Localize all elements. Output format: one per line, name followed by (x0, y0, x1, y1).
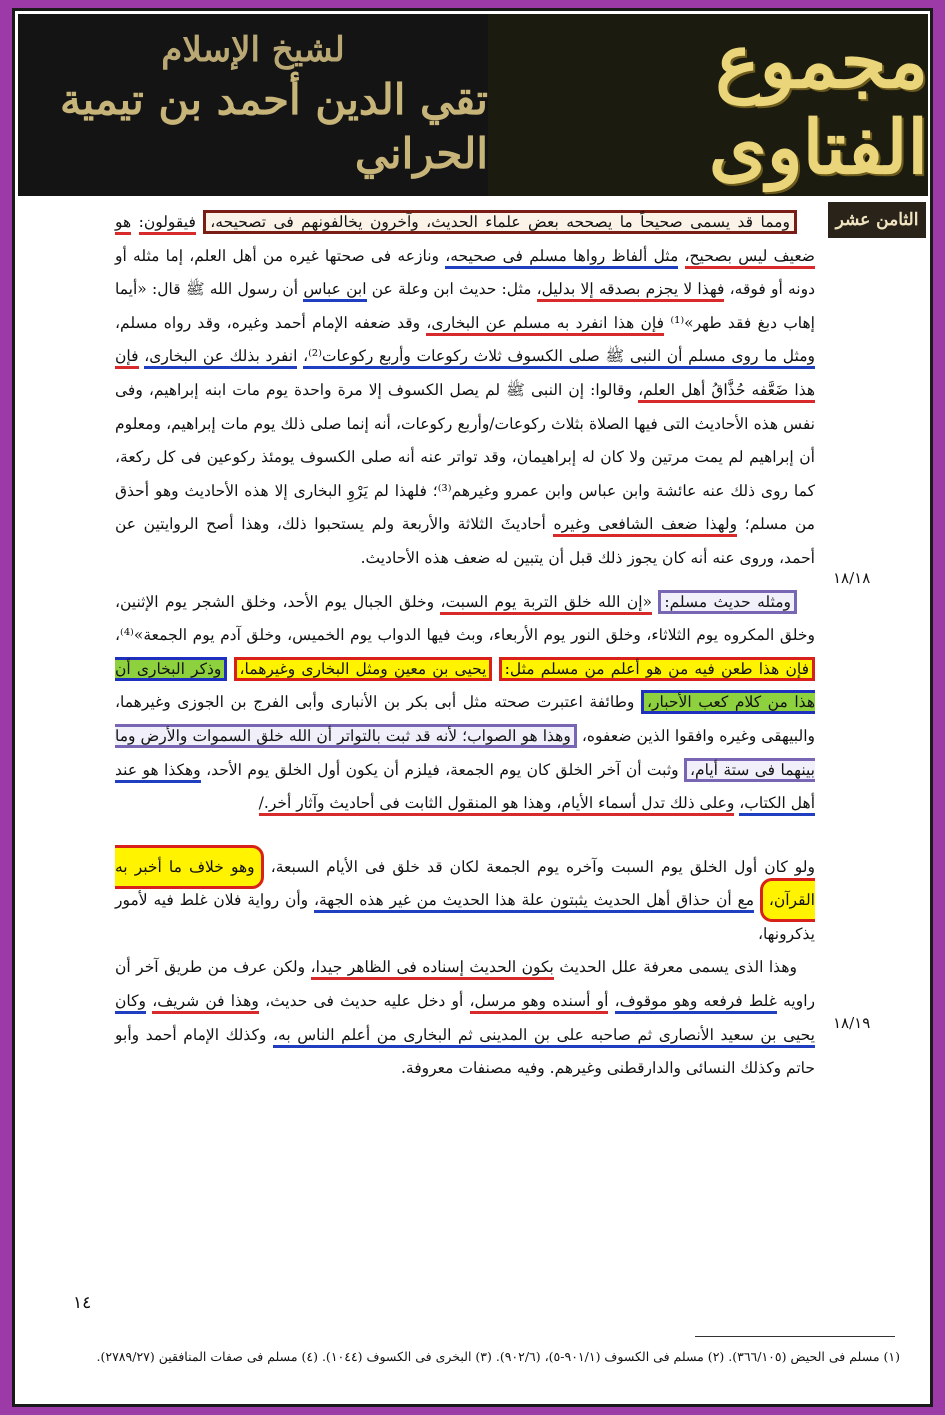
phrase: انفرد بذلك عن البخارى، (144, 347, 297, 369)
phrase: فهذا لا يجزم بصدقه إلا بدليل، (537, 280, 725, 302)
highlight-intro: ومما قد يسمى صحيحاً ما يصححه بعض علماء الحديث، وآخرون يخالفونهم فى تصحيحه، (203, 210, 797, 234)
paragraph-3 (115, 951, 815, 1085)
footnotes: (١) مسلم فى الحيض (٣٦٦/١٠٥). (٢) مسلم فى الكسوف (٩٠١/١-٥)، (٩٠٢/٦). (٣) البخرى فى الكسوف (١٠٤٤). (٤) مسلم فى صفات المنافقين (٢٧٨٩/٢٧). (96, 1349, 900, 1364)
phrase: بكون الحديث إسناده فى الظاهر جيدا، (311, 958, 554, 980)
phrase: فإن هذا انفرد به مسلم عن البخارى، (426, 314, 664, 336)
phrase: أو أسنده وهو مرسل، (470, 992, 609, 1014)
phrase: وخلق الجبال يوم الأحد، وخلق الشجر يوم الإثنين، وخلق المكروه يوم الثلاثاء، وخلق النور يوم الأربعاء، وبث فيها الدواب يوم الخميس، وخلق آدم يوم الجمعة»⁽⁴⁾، (115, 592, 815, 645)
author-line-1: لشيخ الإسلام (161, 30, 345, 71)
book-title: مجموع الفتاوى (708, 19, 928, 191)
margin-reference: ١٨/١٨ (833, 569, 871, 587)
margin-reference: ١٨/١٩ (833, 1014, 871, 1032)
paragraph-2-continued (115, 851, 815, 952)
highlight-example: ومثله حديث مسلم: (658, 590, 797, 614)
phrase: وأن رواية فلان غلط فيه لأمور يذكرونها، (115, 891, 815, 943)
phrase: وهذا فن شريف، (152, 992, 259, 1014)
phrase: أو دخل عليه حديث فى حديث، (265, 992, 464, 1011)
phrase: ابن عباس (303, 280, 366, 302)
highlight-criticism: فإن هذا طعن فيه من هو أعلم من مسلم مثل: (499, 657, 815, 681)
footnote-divider (695, 1336, 895, 1337)
banner-title (488, 14, 928, 196)
author-line-2: تقي الدين أحمد بن تيمية الحراني (59, 74, 488, 179)
phrase: هو ضعيف ليس بصحيح، (115, 213, 815, 269)
phrase: ولو كان أول الخلق يوم السبت وآخره يوم الجمعة لكان قد خلق فى الأيام السبعة، (270, 857, 815, 876)
phrase: وعلى ذلك تدل أسماء الأيام، وهذا هو المنقول الثابت فى أحاديث وآثار أخر./ (259, 794, 735, 816)
phrase: وكان يحيى بن سعيد الأنصارى ثم صاحبه على بن المدينى ثم البخارى من أعلم الناس به، (115, 992, 815, 1048)
phrase: وقالوا: إن النبى ﷺ لم يصل الكسوف إلا مرة واحدة يوم مات ابنه إبراهيم، وفى نفس هذه الأحاديث التى فيها الصلاة بثلاث ركوعات/وأربع ركوعات، أنه إنما صلى ذلك يوم مات إبراهيم، ومعلوم أن إبراهيم لم يمت مرتين ولا كان له إبراهيمان، وقد تواتر عنه أنه صلى الكسوف يومئذ ركوعين فى كل ركعة، كما روى ذلك عنه عائشة وابن عباس وابن عمرو وغيرهم⁽³⁾؛ فلهذا لم يَرْوِ البخارى إلا هذه الأحاديث وهو أحذق من مسلم؛ (115, 380, 815, 534)
phrase: غلط فرفعه وهو موقوف، (615, 992, 777, 1014)
page-number: ١٤ (73, 1293, 92, 1313)
phrase: مع أن حذاق أهل الحديث يثبتون علة هذا الحديث من غير هذه الجهة، (314, 891, 754, 913)
phrase: وكذلك الإمام أحمد وأبو حاتم وكذلك النسائى والدارقطنى وغيرهم. وفيه مصنفات معروفة. (115, 1025, 815, 1078)
phrase: أحاديثَ الثلاثة والأربعة ولم يستحبوا ذلك، وهذا أصح الروايتين عن أحمد، وروى عنه أنه كان يجوز ذلك قبل أن يتبين له ضعف هذه الأحاديث. (115, 515, 815, 567)
highlight-critics: يحيى بن معين ومثل البخارى وغيرهما، (234, 657, 493, 681)
phrase: وقد ضعفه الإمام أحمد وغيره، وقد رواه مسلم، (115, 313, 421, 332)
paragraph-1 (115, 206, 815, 576)
highlight-kaab: وذكر البخارى أن هذا من كلام كعب الأحبار، (115, 657, 815, 715)
highlight-quran: وهو خلاف ما أخبر به القرآن، (115, 845, 815, 923)
phrase: وهكذا هو عند أهل الكتاب، (115, 761, 815, 817)
phrase: مثل ألفاظ رواها مسلم فى صحيحه، (445, 247, 678, 269)
banner-author (18, 14, 488, 196)
phrase: مثل: حديث ابن وعلة عن (371, 280, 532, 299)
page-frame (12, 8, 933, 1407)
phrase: ومثل ما روى مسلم أن النبى ﷺ صلى الكسوف ثلاث ركوعات وأربع ركوعات⁽²⁾، (303, 347, 815, 369)
phrase: وطائفة اعتبرت صحته مثل أبى بكر بن الأنبارى وأبى الفرج بن الجوزى وغيرهما، والبيهقى وغيره وافقوا الذين ضعفوه، (115, 693, 816, 745)
page-body (115, 206, 815, 1086)
phrase: ولكن عرف من طريق آخر أن راويه (115, 958, 815, 1011)
phrase: وثبت أن آخر الخلق كان يوم الجمعة، فيلزم أن يكون أول الخلق يوم الأحد، (206, 760, 679, 779)
phrase: وهذا الذى يسمى معرفة علل الحديث (559, 958, 797, 977)
volume-label: الثامن عشر (828, 202, 926, 238)
phrase: «إن الله خلق التربة يوم السبت، (440, 593, 652, 615)
phrase: فإن هذا ضَعَّفه حُذَّاقُ أهل العلم، (115, 347, 815, 403)
phrase: ولهذا ضعف الشافعى وغيره (553, 515, 737, 537)
phrase: أن رسول الله ﷺ قال: «أيما إهاب دبغ فقد طهر»⁽¹⁾ (115, 280, 815, 332)
highlight-correct: وهذا هو الصواب؛ لأنه قد ثبت بالتواتر أن الله خلق السموات والأرض وما بينهما فى ستة أيام، (115, 724, 815, 782)
phrase: ونازعه فى صحتها غيره من أهل العلم، إما مثله أو دونه أو فوقه، (115, 246, 815, 299)
paragraph-2 (115, 586, 815, 821)
phrase: فيقولون: (139, 213, 196, 235)
